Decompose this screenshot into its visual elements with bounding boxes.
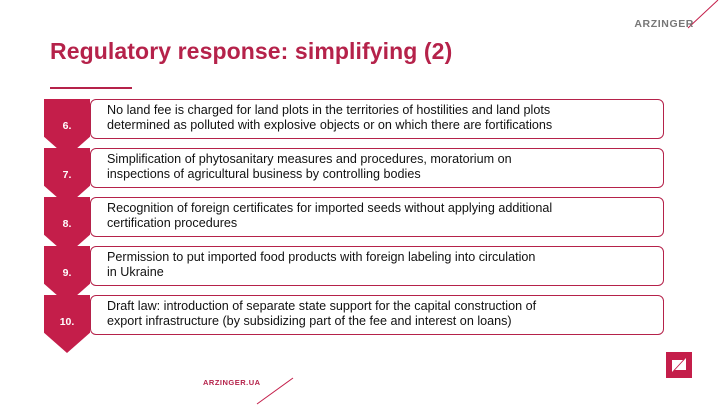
list-item <box>44 295 664 337</box>
item-box <box>90 197 664 237</box>
item-text: Permission to put imported food products with foreign labeling into circulation in Ukraine <box>107 250 536 279</box>
item-number: 8. <box>62 218 72 230</box>
item-box <box>90 246 664 286</box>
footer-decor-line <box>255 376 295 405</box>
item-text: Draft law: introduction of separate state support for the capital construction of export infrastructure (by subsidizing part of the fee and interest on loans) <box>107 299 537 328</box>
list-item <box>44 148 664 190</box>
item-text: Simplification of phytosanitary measures and procedures, moratorium on inspections of agricultural business by controlling bodies <box>107 152 512 181</box>
item-number: 10. <box>59 316 75 328</box>
list-item <box>44 246 664 288</box>
arzinger-z-emblem-icon <box>665 351 693 379</box>
item-text: No land fee is charged for land plots in the territories of hostilities and land plots determined as polluted with explosive objects or on which there are fortifications <box>107 103 553 132</box>
item-text: Recognition of foreign certificates for imported seeds without applying additional certification procedures <box>107 201 553 230</box>
item-box <box>90 148 664 188</box>
list-item <box>44 197 664 239</box>
page-title: Regulatory response: simplifying (2) <box>50 38 453 64</box>
item-number: 9. <box>62 267 72 279</box>
item-number: 6. <box>62 120 72 132</box>
title-underline <box>50 87 132 89</box>
brand-logo: ARZINGER <box>634 18 694 30</box>
list-item <box>44 99 664 141</box>
item-number: 7. <box>62 169 72 181</box>
item-box <box>90 295 664 335</box>
item-box <box>90 99 664 139</box>
footer-website-link[interactable]: ARZINGER.UA <box>203 378 261 387</box>
